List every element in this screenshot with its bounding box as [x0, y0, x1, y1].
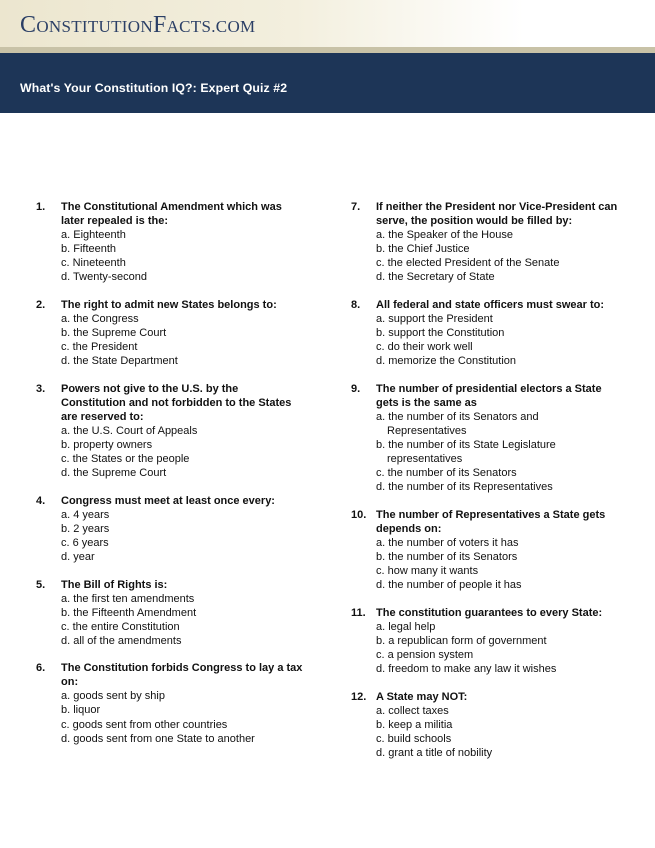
answer-option: c. Nineteenth [61, 257, 126, 270]
question-number: 4. [36, 494, 46, 507]
answer-option: a. the number of its Senators and Representatives [376, 410, 539, 437]
answer-option: a. the U.S. Court of Appeals [61, 424, 198, 437]
answer-option: c. the number of its Senators [376, 467, 517, 480]
question-number: 8. [351, 298, 361, 311]
answer-option: a. legal help [376, 620, 436, 633]
question-number: 1. [36, 201, 46, 213]
question-text: A State may NOT: [376, 690, 468, 703]
question-6 [36, 661, 306, 745]
answer-option: c. 6 years [61, 536, 109, 549]
answer-option: c. do their work well [376, 341, 473, 354]
answer-option: c. the States or the people [61, 452, 190, 465]
site-logo[interactable]: CONSTITUTIONFACTS.COM [20, 12, 256, 38]
answer-option: b. Fifteenth [61, 243, 117, 256]
page-title: What's Your Constitution IQ?: Expert Quiz #2 [20, 81, 288, 95]
question-text: The number of presidential electors a State gets is the same as [376, 382, 602, 409]
answer-option: c. the President [61, 341, 138, 354]
question-number: 3. [36, 382, 46, 395]
question-number: 9. [351, 382, 361, 395]
answer-option: c. the entire Constitution [61, 620, 180, 633]
answer-option: d. the State Department [61, 355, 178, 368]
answer-option: a. the number of voters it has [376, 536, 519, 549]
answer-option: a. goods sent by ship [61, 690, 165, 703]
answer-option: d. year [61, 550, 95, 563]
answer-option: d. the number of people it has [376, 579, 522, 592]
question-text: The Constitutional Amendment which was later repealed is the: [61, 201, 282, 227]
answer-option: c. the elected President of the Senate [376, 257, 560, 270]
question-text: All federal and state officers must swear to: [376, 298, 605, 311]
question-4 [36, 494, 306, 564]
answer-option: a. support the President [376, 312, 493, 325]
answer-option: b. the Supreme Court [61, 326, 167, 339]
question-text: The constitution guarantees to every State: [376, 606, 603, 619]
question-text: Congress must meet at least once every: [61, 494, 275, 507]
question-text: The right to admit new States belongs to: [61, 298, 277, 311]
question-text: Powers not give to the U.S. by the Constitution and not forbidden to the States are reserved to: [61, 382, 292, 423]
answer-option: b. liquor [61, 704, 101, 717]
answer-option: a. collect taxes [376, 704, 449, 717]
question-11 [351, 606, 621, 676]
answer-option: b. the number of its Senators [376, 550, 518, 563]
question-1 [36, 200, 306, 284]
question-number: 5. [36, 578, 46, 591]
answer-option: b. the number of its State Legislature representatives [376, 438, 556, 466]
answer-option: d. memorize the Constitution [376, 355, 517, 368]
answer-option: c. a pension system [376, 648, 474, 661]
site-header [0, 0, 655, 47]
answer-option: c. how many it wants [376, 565, 479, 577]
question-text: The Bill of Rights is: [61, 578, 168, 591]
answer-option: b. 2 years [61, 522, 110, 535]
answer-option: c. build schools [376, 732, 452, 745]
answer-option: d. freedom to make any law it wishes [376, 662, 557, 675]
answer-option: b. support the Constitution [376, 326, 505, 339]
question-2 [36, 298, 306, 368]
answer-option: b. keep a militia [376, 718, 453, 731]
answer-option: a. the Congress [61, 312, 139, 325]
answer-option: d. grant a title of nobility [376, 746, 493, 759]
question-number: 6. [36, 662, 46, 675]
question-number: 12. [351, 690, 367, 703]
question-number: 10. [351, 508, 367, 521]
question-12 [351, 690, 621, 760]
answer-option: d. the Secretary of State [376, 271, 495, 284]
answer-option: d. the number of its Representatives [376, 481, 553, 494]
quiz-column-right [351, 200, 621, 773]
answer-option: a. the Speaker of the House [376, 229, 513, 241]
question-5 [36, 578, 306, 648]
question-9 [351, 382, 621, 495]
answer-option: d. all of the amendments [61, 634, 182, 647]
question-8 [351, 298, 621, 368]
question-number: 2. [36, 298, 46, 311]
answer-option: b. the Fifteenth Amendment [61, 606, 197, 619]
question-3 [36, 382, 306, 480]
quiz-column-left [36, 200, 306, 759]
answer-option: b. the Chief Justice [376, 243, 470, 256]
answer-option: d. Twenty-second [61, 271, 148, 284]
question-number: 11. [351, 606, 366, 619]
question-text: If neither the President nor Vice-President can serve, the position would be filled by: [376, 201, 618, 227]
question-10 [351, 508, 621, 592]
question-text: The Constitution forbids Congress to lay a tax on: [61, 662, 303, 689]
answer-option: d. the Supreme Court [61, 467, 167, 480]
answer-option: b. property owners [61, 438, 153, 451]
answer-option: a. the first ten amendments [61, 592, 195, 605]
answer-option: a. Eighteenth [61, 229, 126, 241]
answer-option: b. a republican form of government [376, 634, 547, 647]
answer-option: a. 4 years [61, 508, 110, 521]
answer-option: c. goods sent from other countries [61, 718, 228, 731]
question-7 [351, 200, 621, 284]
answer-option: d. goods sent from one State to another [61, 732, 255, 745]
question-number: 7. [351, 201, 361, 213]
question-text: The number of Representatives a State gets depends on: [376, 508, 606, 535]
